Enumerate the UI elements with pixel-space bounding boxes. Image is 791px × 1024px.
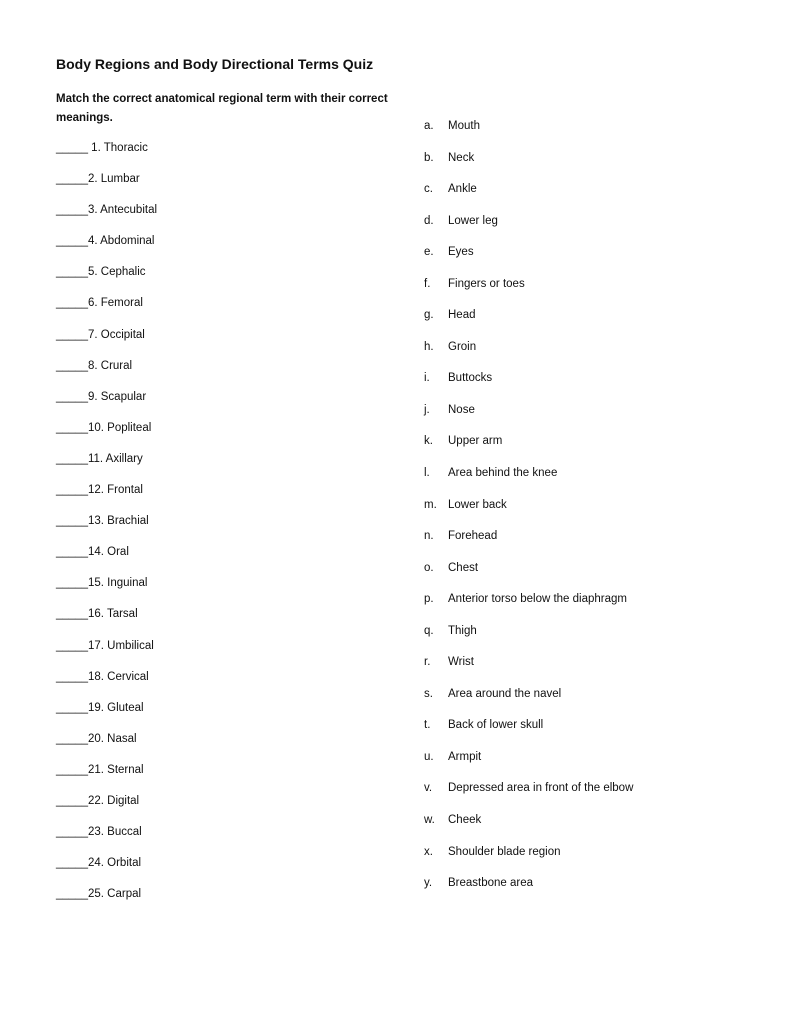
- meaning-letter: o.: [424, 561, 434, 574]
- meaning-text: Thigh: [448, 624, 477, 637]
- meaning-item: [424, 811, 633, 843]
- meaning-letter: v.: [424, 782, 433, 795]
- meaning-item: [424, 779, 633, 811]
- meaning-text: Fingers or toes: [448, 277, 525, 290]
- meaning-letter: w.: [424, 814, 435, 827]
- meaning-text: Mouth: [448, 120, 480, 132]
- meaning-text: Back of lower skull: [448, 719, 544, 732]
- meanings-list: [424, 117, 633, 906]
- meaning-item: [424, 590, 633, 622]
- meaning-item: [424, 306, 633, 338]
- meaning-item: [424, 527, 633, 559]
- term-item: _____25. Carpal: [56, 888, 142, 901]
- meaning-letter: t.: [424, 719, 431, 732]
- term-item: _____15. Inguinal: [56, 577, 148, 590]
- meaning-item: [424, 369, 633, 401]
- meaning-text: Chest: [448, 561, 479, 574]
- term-item: _____2. Lumbar: [56, 173, 140, 186]
- meaning-item: [424, 748, 633, 780]
- term-item: _____17. Umbilical: [56, 639, 154, 652]
- term-item: _____14. Oral: [56, 546, 129, 559]
- meaning-text: Neck: [448, 151, 475, 164]
- meaning-letter: d.: [424, 214, 434, 227]
- page-title: Body Regions and Body Directional Terms Quiz: [56, 56, 374, 72]
- meaning-item: [424, 117, 633, 149]
- meaning-text: Breastbone area: [448, 877, 534, 890]
- meaning-item: [424, 212, 633, 244]
- meaning-text: Depressed area in front of the elbow: [448, 782, 634, 795]
- meaning-text: Eyes: [448, 246, 474, 259]
- term-item: _____19. Gluteal: [56, 701, 144, 714]
- meaning-text: Forehead: [448, 530, 498, 543]
- meaning-letter: b.: [424, 151, 434, 164]
- meaning-item: [424, 464, 633, 496]
- term-item: _____4. Abdominal: [56, 235, 155, 248]
- meaning-letter: s.: [424, 687, 433, 700]
- term-item: _____20. Nasal: [56, 732, 137, 745]
- meaning-item: [424, 243, 633, 275]
- meaning-item: [424, 149, 633, 181]
- term-item: _____7. Occipital: [56, 328, 145, 341]
- term-item: _____3. Antecubital: [56, 204, 158, 217]
- meaning-item: [424, 338, 633, 370]
- quiz-instructions: Match the correct anatomical regional term with their correct meanings.: [56, 93, 388, 124]
- meaning-text: Nose: [448, 403, 475, 416]
- meaning-letter: n.: [424, 530, 434, 543]
- term-item: _____13. Brachial: [56, 515, 149, 528]
- term-item: _____11. Axillary: [56, 452, 143, 465]
- meaning-item: [424, 843, 633, 875]
- meaning-letter: x.: [424, 845, 433, 858]
- meaning-letter: m.: [424, 498, 437, 511]
- meaning-text: Wrist: [448, 656, 474, 669]
- term-item: _____ 1. Thoracic: [56, 142, 148, 154]
- meaning-text: Ankle: [448, 183, 477, 196]
- meaning-item: [424, 653, 633, 685]
- meaning-text: Lower leg: [448, 214, 498, 227]
- term-item: _____10. Popliteal: [56, 421, 152, 434]
- meaning-item: [424, 685, 633, 717]
- meaning-letter: i.: [424, 372, 430, 385]
- meaning-text: Armpit: [448, 750, 482, 763]
- meaning-item: [424, 559, 633, 591]
- meaning-letter: k.: [424, 435, 433, 448]
- meaning-letter: l.: [424, 467, 430, 480]
- term-item: _____24. Orbital: [56, 857, 142, 870]
- meaning-letter: c.: [424, 183, 433, 196]
- term-item: _____18. Cervical: [56, 670, 149, 683]
- meaning-letter: r.: [424, 656, 431, 669]
- meaning-letter: q.: [424, 624, 434, 637]
- meaning-text: Area around the navel: [448, 687, 562, 700]
- meaning-item: [424, 180, 633, 212]
- meaning-text: Anterior torso below the diaphragm: [448, 593, 627, 606]
- term-item: _____8. Crural: [56, 359, 133, 372]
- meaning-letter: h.: [424, 340, 434, 353]
- term-item: _____9. Scapular: [56, 390, 147, 403]
- meaning-letter: g.: [424, 309, 434, 322]
- term-item: _____12. Frontal: [56, 484, 143, 497]
- meaning-item: [424, 275, 633, 307]
- meaning-letter: a.: [424, 120, 434, 132]
- meaning-item: [424, 401, 633, 433]
- meaning-text: Buttocks: [448, 372, 493, 385]
- terms-list: [56, 139, 157, 916]
- meaning-letter: j.: [424, 403, 430, 416]
- meaning-letter: p.: [424, 593, 434, 606]
- term-item: _____22. Digital: [56, 794, 140, 807]
- meaning-item: [424, 874, 633, 906]
- meaning-text: Cheek: [448, 814, 482, 827]
- term-item: _____16. Tarsal: [56, 608, 138, 621]
- meaning-item: [424, 432, 633, 464]
- meaning-text: Area behind the knee: [448, 467, 558, 480]
- term-item: _____6. Femoral: [56, 297, 143, 310]
- meaning-letter: y.: [424, 877, 433, 890]
- term-item: _____23. Buccal: [56, 826, 142, 839]
- meaning-text: Shoulder blade region: [448, 845, 561, 858]
- meaning-text: Head: [448, 309, 476, 322]
- meaning-letter: e.: [424, 246, 434, 259]
- meaning-text: Groin: [448, 340, 477, 353]
- meaning-letter: f.: [424, 277, 431, 290]
- term-item: _____5. Cephalic: [56, 266, 146, 279]
- meaning-item: [424, 622, 633, 654]
- meaning-item: [424, 716, 633, 748]
- meaning-letter: u.: [424, 750, 434, 763]
- term-item: _____21. Sternal: [56, 763, 144, 776]
- meaning-item: [424, 496, 633, 528]
- meaning-text: Lower back: [448, 498, 507, 511]
- meaning-text: Upper arm: [448, 435, 503, 448]
